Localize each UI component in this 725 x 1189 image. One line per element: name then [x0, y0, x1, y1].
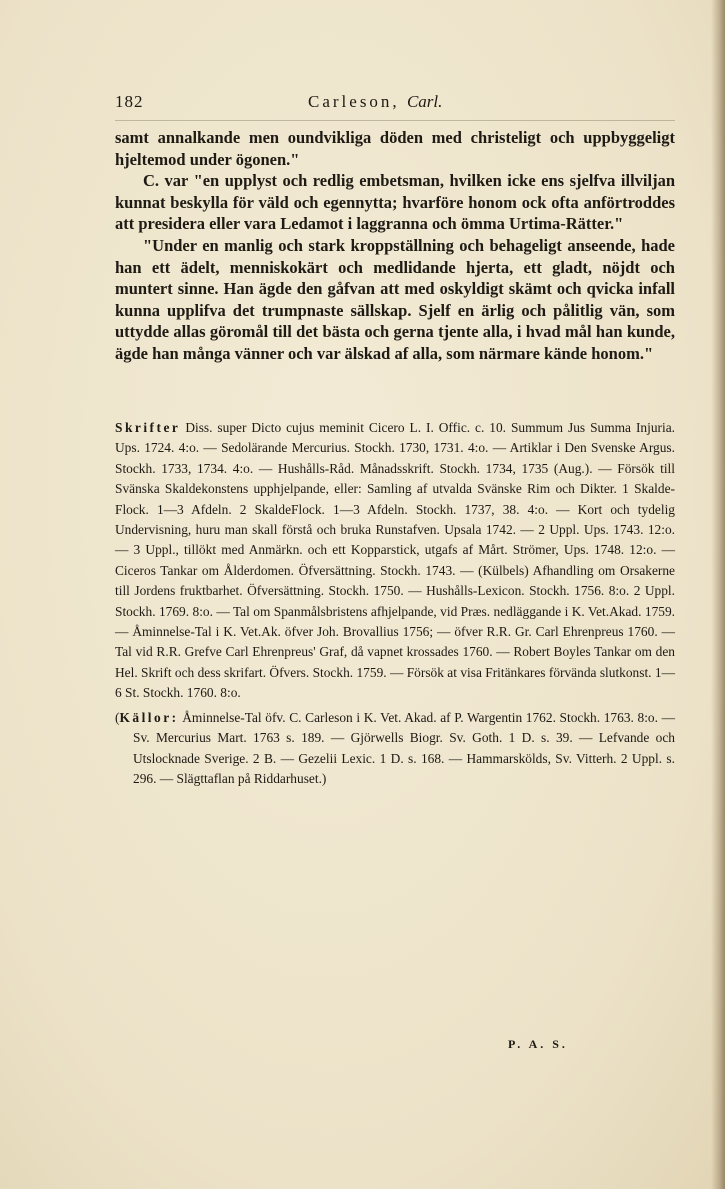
page-edge-shadow	[711, 0, 725, 1189]
skrifter-entry	[115, 418, 675, 704]
skrifter-label: Skrifter	[115, 420, 181, 435]
bibliography	[115, 418, 675, 789]
header-rule	[115, 120, 675, 121]
paragraph-2: C. var "en upplyst och redlig embetsman, hvilken icke ens sjelfva illviljan kunnat beskylla för väld och egennytta; hvarföre honom ock ofta anförtroddes att presidera eller vara Ledamot i laggranna och ömma Urtima-Rätter."	[115, 171, 675, 234]
running-head-surname: Carleson,	[308, 92, 400, 111]
running-head-given-name: Carl.	[406, 92, 443, 111]
author-signature: P. A. S.	[508, 1037, 568, 1051]
page-number: 182	[115, 92, 144, 111]
kallor-text: Åminnelse-Tal öfv. C. Carleson i K. Vet. Akad. af P. Wargentin 1762. Stockh. 1763. 8:o. — Sv. Mercurius Mart. 1763 s. 189. — Gjörwells Biogr. Sv. Goth. 1 D. s. 39. — Lefvande och Utslocknade Sverige. 2 B. — Gezelii Lexic. 1 D. s. 168. — Hammarskölds, Sv. Vitterh. 2 Uppl. s. 296. — Slägttaflan på Riddarhuset.)	[133, 709, 675, 786]
kallor-label: Källor:	[119, 709, 179, 725]
paragraph-3: "Under en manlig och stark kroppställning och behageligt anseende, hade han ett ädelt, menniskokärt och medlidande hjerta, ett gladt, nöjdt och muntert sinne. Han ägde den gåfvan att med oskyldigt skämt och qvicka infall kunna upplifva det trumpnaste sällskap. Sjelf en ärlig och pålitlig vän, som uttydde allas göromål till det bästa och gerna tjente alla, i hvad mål han kunde, ägde han många vänner och var älskad af alla, som närmare kände honom."	[115, 235, 675, 363]
skrifter-text: Diss. super Dicto cujus meminit Cicero L. I. Offic. c. 10. Summum Jus Summa Injuria. Ups. 1724. 4:o. — Sedolärande Mercurius. Stockh. 1730, 1731. 4:o. — Artiklar i Den Svenske Argus. Stockh. 1733, 1734. 4:o. — Hushålls-Råd. Månadsskrift. Stockh. 1734, 1735 (Aug.). — Försök till Svänska Skaldekonstens upphjelpande, eller: Samling af utvalda Svänske Rim och Dikter. 1 Skalde-Flock. 1—3 Afdeln. 2 SkaldeFlock. 1—3 Afdeln. Stockh. 1737, 38. 4:o. — Kort och tydelig Undervisning, huru man skall förstå och bruka Runstafven. Upsala 1742. — 2 Uppl. Ups. 1743. 12:o. — 3 Uppl., tillökt med Anmärkn. och ett Kopparstick, utgafs af Mårt. Strömer, Ups. 1748. 12:o. — Ciceros Tankar om Ålderdomen. Öfversättning. Stockh. 1743. — (Külbels) Afhandling om Orsakerne till Jordens fruktbarhet. Öfversättning. Stockh. 1750. — Hushålls-Lexicon. Stockh. 1756. 8:o. 2 Uppl. Stockh. 1769. 8:o. — Tal om Spanmålsbristens afhjelpande, vid Præs. nedläggande i K. Vet.Akad. 1759. — Åminnelse-Tal i K. Vet.Ak. öfver Joh. Brovallius 1756; — öfver R.R. Gr. Carl Ehrenpreus 1760. — Tal vid R.R. Grefve Carl Ehrenpreus' Graf, då vapnet krossades 1760. — Robert Boyles Tankar om den Hel. Skrift och dess skrifart. Öfvers. Stockh. 1759. — Försök at visa Fritänkares förvända slutkonst. 1—6 St. Stockh. 1760. 8:o.	[115, 420, 675, 701]
page-header	[115, 92, 675, 116]
paragraph-1: samt annalkande men oundvikliga döden med christeligt och uppbyggeligt hjeltemod under ögonen."	[115, 128, 675, 169]
kallor-entry: (Källor: Åminnelse-Tal öfv. C. Carleson i K. Vet. Akad. af P. Wargentin 1762. Stockh. 1763. 8:o. — Sv. Mercurius Mart. 1763 s. 189. — Gjörwells Biogr. Sv. Goth. 1 D. s. 39. — Lefvande och Utslocknade Sverige. 2 B. — Gezelii Lexic. 1 D. s. 168. — Hammarskölds, Sv. Vitterh. 2 Uppl. s. 296. — Slägttaflan på Riddarhuset.)	[115, 709, 675, 786]
main-text	[115, 127, 675, 365]
running-head	[308, 92, 442, 112]
